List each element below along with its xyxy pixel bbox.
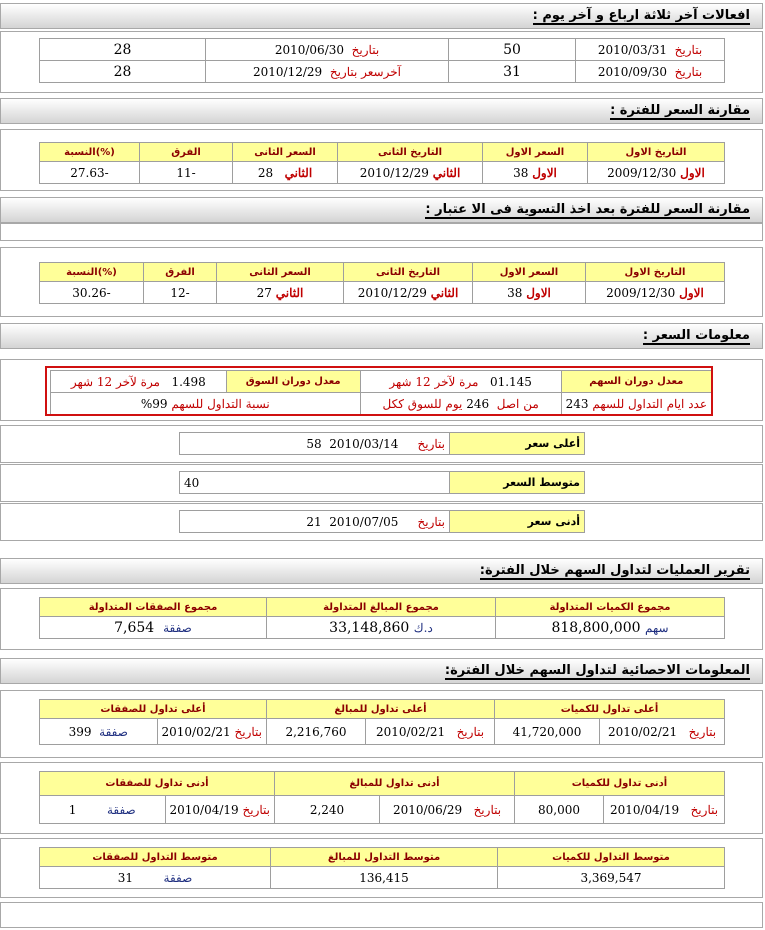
- operations-table: [39, 597, 725, 639]
- trading-days-total-cell: من اصل 246 يوم للسوق ككل: [360, 393, 561, 415]
- table-header-row: [40, 143, 725, 162]
- table-header-row: [40, 598, 725, 617]
- value-cell: 28: [40, 61, 206, 83]
- adjusted-compare-table: [39, 262, 725, 304]
- low-price-label: أدنى سعر: [450, 511, 585, 533]
- max-amount-date-cell: بتاريخ 2010/02/21: [366, 719, 495, 745]
- section-header-adjusted-compare: [0, 197, 763, 223]
- section-title: المعلومات الاحصائية لتداول السهم خلال الفترة:: [444, 663, 750, 678]
- high-price-table: [179, 432, 585, 455]
- first-date-cell: الاول 2009/12/30: [586, 282, 725, 304]
- table-row: [40, 796, 725, 824]
- column-header: أعلى تداول للصفقات: [40, 700, 267, 719]
- percent-cell: -27.63: [40, 162, 140, 184]
- low-price-table: [179, 510, 585, 533]
- column-header: أدنى تداول للمبالغ: [275, 772, 515, 796]
- last-quarters-table: [39, 38, 725, 83]
- table-row: [40, 162, 725, 184]
- column-header: مجموع الكميات المتداولة: [496, 598, 725, 617]
- table-row: [40, 719, 725, 745]
- max-deals-date-cell: بتاريخ 2010/02/21: [157, 719, 267, 745]
- min-amount-cell: 2,240: [275, 796, 380, 824]
- adjusted-spacer: [0, 223, 763, 241]
- avg-price-table: [179, 471, 585, 494]
- date-cell: بتاريخ 2010/06/30: [206, 39, 449, 61]
- second-price-cell: الثاني 27: [217, 282, 344, 304]
- low-price-value: بتاريخ 2010/07/05 21: [180, 511, 450, 533]
- price-compare-table: [39, 142, 725, 184]
- section-header-price-info: [0, 323, 763, 349]
- total-qty-cell: سهم 818,800,000: [496, 617, 725, 639]
- column-header: التاريخ الثانى: [338, 143, 483, 162]
- highlight-frame: [45, 366, 713, 416]
- column-header: متوسط التداول للصفقات: [40, 848, 271, 867]
- avg-trading-table: [39, 847, 725, 889]
- column-header: الفرق: [140, 143, 233, 162]
- percent-cell: -30.26: [40, 282, 144, 304]
- section-title: مقارنة السعر للفترة بعد اخذ التسوية فى الا عتبار :: [425, 202, 750, 217]
- total-deals-cell: صفقة 7,654: [40, 617, 267, 639]
- first-price-cell: الاول 38: [483, 162, 588, 184]
- date-cell: بتاريخ 2010/03/31: [576, 39, 725, 61]
- high-price-box: [0, 425, 763, 463]
- min-trading-table: [39, 771, 725, 824]
- avg-qty-cell: 3,369,547: [498, 867, 725, 889]
- avg-price-value: 40: [180, 472, 450, 494]
- avg-deals-cell: صفقة 31: [40, 867, 271, 889]
- column-header: (%)النسبة: [40, 143, 140, 162]
- table-row: [40, 39, 725, 61]
- value-cell: 28: [40, 39, 206, 61]
- min-trading-box: [0, 762, 763, 834]
- column-header: السعر الثانى: [217, 263, 344, 282]
- high-price-label: أعلى سعر: [450, 433, 585, 455]
- column-header: السعر الاول: [473, 263, 586, 282]
- first-date-cell: الاول 2009/12/30: [588, 162, 725, 184]
- min-qty-cell: 80,000: [515, 796, 604, 824]
- column-header: السعر الثانى: [233, 143, 338, 162]
- avg-price-box: [0, 464, 763, 502]
- column-header: متوسط التداول للكميات: [498, 848, 725, 867]
- table-header-row: [40, 848, 725, 867]
- diff-cell: -11: [140, 162, 233, 184]
- section-header-price-compare: [0, 98, 763, 124]
- max-trading-box: [0, 690, 763, 758]
- footer-box: [0, 902, 763, 928]
- max-amount-cell: 2,216,760: [267, 719, 366, 745]
- table-row: [40, 61, 725, 83]
- avg-price-label: متوسط السعر: [450, 472, 585, 494]
- column-header: أدنى تداول للكميات: [515, 772, 725, 796]
- table-row: [180, 472, 585, 494]
- column-header: أدنى تداول للصفقات: [40, 772, 275, 796]
- min-qty-date-cell: بتاريخ 2010/04/19: [604, 796, 725, 824]
- value-cell: 50: [449, 39, 576, 61]
- adjusted-compare-box: [0, 247, 763, 317]
- market-turnover-value: 1.498 مرة لآخر 12 شهر: [51, 371, 227, 393]
- column-header: التاريخ الثانى: [344, 263, 473, 282]
- column-header: الفرق: [144, 263, 217, 282]
- min-amount-date-cell: بتاريخ 2010/06/29: [380, 796, 515, 824]
- trading-days-cell: عدد ايام التداول للسهم 243: [561, 393, 711, 415]
- second-date-cell: الثاني 2010/12/29: [344, 282, 473, 304]
- table-header-row: [40, 700, 725, 719]
- column-header: مجموع المبالغ المتداولة: [267, 598, 496, 617]
- column-header: متوسط التداول للمبالغ: [271, 848, 498, 867]
- column-header: مجموع الصفقات المتداولة: [40, 598, 267, 617]
- trading-ratio-cell: نسبة التداول للسهم 99%: [51, 393, 361, 415]
- min-deals-cell: صفقة 1: [40, 796, 166, 824]
- column-header: التاريخ الاول: [588, 143, 725, 162]
- value-cell: 31: [449, 61, 576, 83]
- column-header: أعلى تداول للمبالغ: [267, 700, 495, 719]
- column-header: أعلى تداول للكميات: [495, 700, 725, 719]
- column-header: التاريخ الاول: [586, 263, 725, 282]
- avg-trading-box: [0, 838, 763, 898]
- total-amount-cell: د.ك 33,148,860: [267, 617, 496, 639]
- max-qty-date-cell: بتاريخ 2010/02/21: [600, 719, 725, 745]
- section-title: افعالات آخر ثلاثة ارباع و آخر يوم :: [532, 8, 750, 23]
- high-price-value: بتاريخ 2010/03/14 58: [180, 433, 450, 455]
- diff-cell: -12: [144, 282, 217, 304]
- section-title: معلومات السعر :: [642, 328, 750, 343]
- low-price-box: [0, 503, 763, 541]
- stock-turnover-value: 01.145 مرة لآخر 12 شهر: [360, 371, 561, 393]
- min-deals-date-cell: بتاريخ 2010/04/19: [165, 796, 275, 824]
- section-title: تقرير العمليات لتداول السهم خلال الفترة:: [479, 563, 750, 578]
- stock-turnover-label: معدل دوران السهم: [561, 371, 711, 393]
- table-row: [40, 617, 725, 639]
- section-header-operations: [0, 558, 763, 584]
- date-cell: آخرسعر بتاريخ 2010/12/29: [206, 61, 449, 83]
- section-title: مقارنة السعر للفترة :: [610, 103, 750, 118]
- section-header-last-quarters: [0, 3, 763, 29]
- first-price-cell: الاول 38: [473, 282, 586, 304]
- column-header: السعر الاول: [483, 143, 588, 162]
- second-price-cell: الثاني 28: [233, 162, 338, 184]
- table-row: [180, 433, 585, 455]
- last-quarters-box: [0, 31, 763, 93]
- date-cell: بتاريخ 2010/09/30: [576, 61, 725, 83]
- section-header-statistics: [0, 658, 763, 684]
- table-row: [180, 511, 585, 533]
- table-row: [40, 282, 725, 304]
- max-qty-cell: 41,720,000: [495, 719, 600, 745]
- operations-box: [0, 588, 763, 650]
- market-turnover-label: معدل دوران السوق: [226, 371, 360, 393]
- max-trading-table: [39, 699, 725, 745]
- second-date-cell: الثاني 2010/12/29: [338, 162, 483, 184]
- avg-amount-cell: 136,415: [271, 867, 498, 889]
- table-header-row: [40, 263, 725, 282]
- table-header-row: [40, 772, 725, 796]
- table-row: [40, 867, 725, 889]
- max-deals-cell: صفقة 399: [40, 719, 158, 745]
- column-header: (%)النسبة: [40, 263, 144, 282]
- price-compare-box: [0, 129, 763, 191]
